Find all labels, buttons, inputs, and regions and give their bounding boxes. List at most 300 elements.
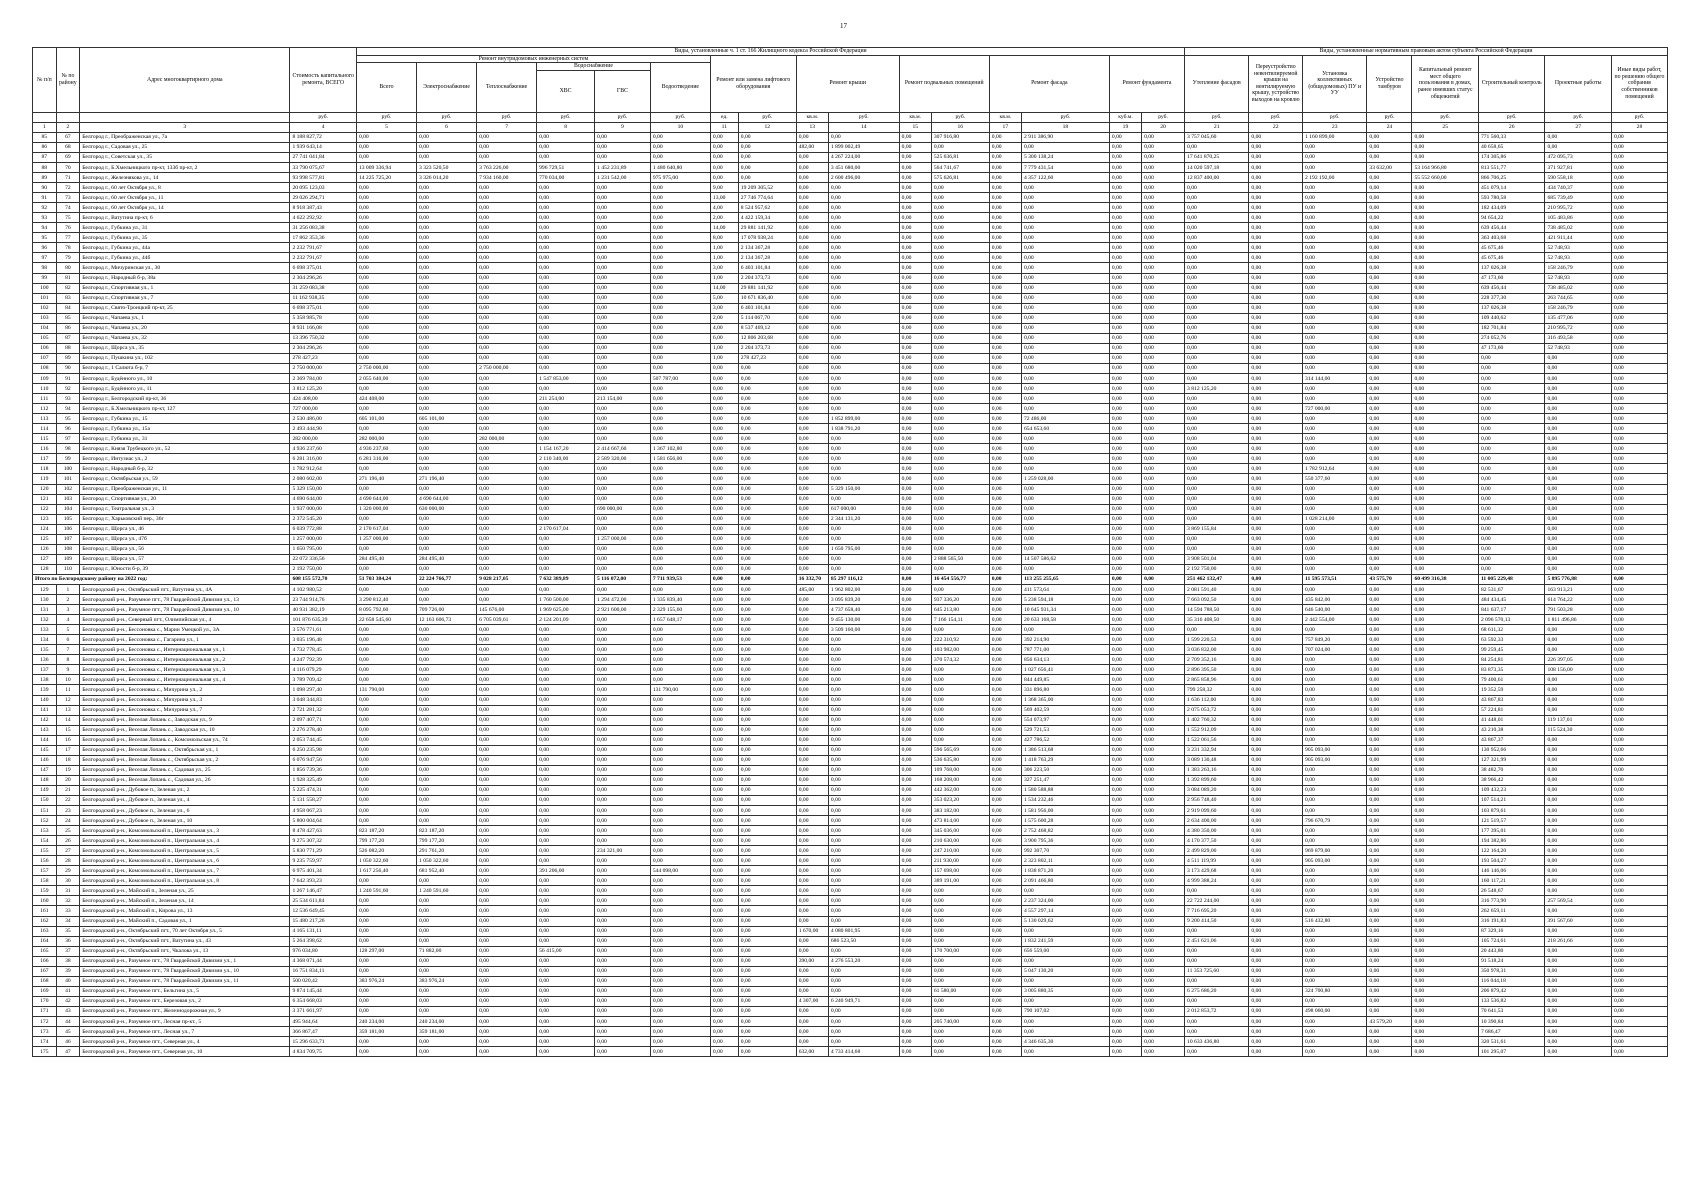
- table-row: [33, 273, 1668, 283]
- total-cost-value: 2 369 784,00: [290, 374, 357, 384]
- work-value: 0,00: [356, 424, 416, 434]
- work-value: 0,00: [1611, 404, 1667, 414]
- total-cost-value: 1 856 739,36: [290, 765, 357, 775]
- work-value: 0,00: [738, 595, 796, 605]
- table-row: [33, 735, 1668, 745]
- work-value: 0,00: [828, 132, 899, 142]
- work-value: 0,00: [650, 263, 710, 273]
- work-value: 0,00: [1109, 936, 1141, 946]
- work-value: 0,00: [1249, 333, 1303, 343]
- work-value: 0,00: [356, 785, 416, 795]
- work-value: 0,00: [1611, 152, 1667, 162]
- work-value: 0,00: [650, 745, 710, 755]
- work-value: 0,00: [477, 394, 537, 404]
- work-value: 0,00: [1611, 313, 1667, 323]
- work-value: 16 332,70: [796, 574, 828, 584]
- work-value: 681 952,40: [417, 866, 477, 876]
- work-value: 0,00: [710, 635, 738, 645]
- work-value: 0,00: [1545, 504, 1612, 514]
- work-value: 0,00: [899, 846, 931, 856]
- house-address: Белгородский р-н., Северный пгт., Олимпийская ул., 4: [80, 615, 290, 625]
- work-value: 0,00: [1303, 534, 1367, 544]
- house-address: Белгород г., Спортивная ул., 20: [80, 494, 290, 504]
- table-row: [33, 826, 1668, 836]
- work-value: 3 326 014,20: [417, 173, 477, 183]
- work-value: 0,00: [989, 514, 1021, 524]
- row-number: 150: [33, 795, 57, 805]
- work-value: 0,00: [417, 313, 477, 323]
- row-number: 115: [33, 434, 57, 444]
- work-value: 0,00: [537, 183, 595, 193]
- total-cost-value: 33 790 075,67: [290, 163, 357, 173]
- work-value: 0,00: [931, 675, 989, 685]
- work-value: 0,00: [899, 956, 931, 966]
- work-value: 282 000,00: [356, 434, 416, 444]
- work-value: 0,00: [595, 424, 651, 434]
- work-value: 0,00: [1021, 142, 1109, 152]
- table-row: [33, 705, 1668, 715]
- work-value: 0,00: [650, 132, 710, 142]
- work-value: 0,00: [1303, 806, 1367, 816]
- house-address: Белгород г., Щорса ул., 56: [80, 544, 290, 554]
- work-value: 0,00: [796, 374, 828, 384]
- work-value: 0,00: [537, 223, 595, 233]
- work-value: 0,00: [710, 424, 738, 434]
- work-value: 0,00: [1412, 675, 1479, 685]
- work-value: 0,00: [899, 986, 931, 996]
- work-value: 0,00: [1021, 223, 1109, 233]
- district-number: 85: [56, 313, 80, 323]
- column-index-cell: 19: [1109, 122, 1141, 132]
- work-value: 866 706,25: [1478, 173, 1545, 183]
- work-value: 0,00: [1412, 384, 1479, 394]
- work-value: 0,00: [417, 404, 477, 414]
- work-value: 0,00: [1249, 193, 1303, 203]
- table-row: [33, 524, 1668, 534]
- work-value: 0,00: [1185, 474, 1249, 484]
- work-value: 0,00: [989, 213, 1021, 223]
- row-number: 168: [33, 976, 57, 986]
- work-value: 17 641 870,25: [1185, 152, 1249, 162]
- work-value: 0,00: [828, 795, 899, 805]
- work-value: 0,00: [1109, 524, 1141, 534]
- row-number: 111: [33, 394, 57, 404]
- work-value: 0,00: [477, 846, 537, 856]
- work-value: 0,00: [1545, 866, 1612, 876]
- work-value: 0,00: [477, 675, 537, 685]
- work-value: 0,00: [738, 775, 796, 785]
- work-value: 0,00: [1367, 986, 1412, 996]
- work-value: 0,00: [1109, 394, 1141, 404]
- row-number: 141: [33, 705, 57, 715]
- work-value: 0,00: [1611, 574, 1667, 584]
- district-number: 14: [56, 715, 80, 725]
- work-value: 0,00: [1303, 303, 1367, 313]
- work-value: 617 000,00: [828, 504, 899, 514]
- work-value: 0,00: [356, 635, 416, 645]
- work-value: 0,00: [1367, 313, 1412, 323]
- column-index-cell: 6: [417, 122, 477, 132]
- work-value: 1 575 600,28: [1021, 816, 1109, 826]
- work-value: 0,00: [595, 374, 651, 384]
- work-value: 0,00: [738, 163, 796, 173]
- row-number: 132: [33, 615, 57, 625]
- work-value: 0,00: [1303, 715, 1367, 725]
- work-value: 0,00: [1611, 444, 1667, 454]
- work-value: 0,00: [931, 936, 989, 946]
- work-value: 130 952,66: [1478, 745, 1545, 755]
- total-cost-value: 8 918 387,43: [290, 203, 357, 213]
- district-number: 44: [56, 1017, 80, 1027]
- column-index-cell: 15: [899, 122, 931, 132]
- table-row: [33, 263, 1668, 273]
- work-value: 0,00: [899, 474, 931, 484]
- work-value: 0,00: [738, 434, 796, 444]
- work-value: 0,00: [1367, 705, 1412, 715]
- work-value: 52 748,93: [1545, 273, 1612, 283]
- work-value: 0,00: [595, 655, 651, 665]
- work-value: 0,00: [356, 273, 416, 283]
- work-value: 0,00: [477, 353, 537, 363]
- work-value: 2 888 565,50: [931, 554, 989, 564]
- work-value: 0,00: [1545, 785, 1612, 795]
- house-address: Белгородский р-н., Разумное пгт., Северная ул., 4: [80, 1037, 290, 1047]
- work-value: 0,00: [595, 936, 651, 946]
- work-value: 0,00: [1109, 363, 1141, 373]
- district-number: 73: [56, 193, 80, 203]
- work-value: 0,00: [1109, 243, 1141, 253]
- district-number: 30: [56, 876, 80, 886]
- house-address: Белгород г., Железнякова ул., 14: [80, 173, 290, 183]
- row-number: 102: [33, 303, 57, 313]
- work-value: 799 177,20: [417, 836, 477, 846]
- work-value: 5 238 594,18: [1021, 595, 1109, 605]
- district-number: 4: [56, 615, 80, 625]
- work-value: 0,00: [595, 866, 651, 876]
- work-value: 0,00: [1367, 283, 1412, 293]
- work-value: 109 432,23: [1478, 785, 1545, 795]
- work-value: 133 536,82: [1478, 996, 1545, 1006]
- work-value: 1 657 648,17: [650, 615, 710, 625]
- work-value: 0,00: [417, 906, 477, 916]
- work-value: 0,00: [477, 785, 537, 795]
- work-value: 0,00: [650, 1006, 710, 1016]
- work-value: 0,00: [356, 404, 416, 414]
- work-value: 0,00: [931, 906, 989, 916]
- work-value: 11 353 725,60: [1185, 966, 1249, 976]
- work-value: 0,00: [989, 444, 1021, 454]
- work-value: 0,00: [1412, 896, 1479, 906]
- work-value: 0,00: [1109, 655, 1141, 665]
- row-number: 116: [33, 444, 57, 454]
- district-number: 31: [56, 886, 80, 896]
- row-number: 101: [33, 293, 57, 303]
- row-number: 137: [33, 665, 57, 675]
- column-index-cell: 18: [1021, 122, 1109, 132]
- work-value: 0,00: [1303, 1037, 1367, 1047]
- work-value: 0,00: [931, 404, 989, 414]
- column-index-cell: 17: [989, 122, 1021, 132]
- house-address: Белгород г., Спортивная ул., 1: [80, 283, 290, 293]
- work-value: 0,00: [710, 916, 738, 926]
- work-value: 3 095 839,20: [828, 595, 899, 605]
- work-value: 0,00: [899, 735, 931, 745]
- house-address: Белгородский р-н., Комсомольский п., Центральная ул., 5: [80, 846, 290, 856]
- total-cost-value: 12 536 649,45: [290, 906, 357, 916]
- work-value: 0,00: [931, 1027, 989, 1037]
- work-value: 0,00: [796, 886, 828, 896]
- work-value: 0,00: [1109, 273, 1141, 283]
- work-value: 0,00: [595, 193, 651, 203]
- work-value: 8,00: [710, 233, 738, 243]
- work-value: 1 670,00: [796, 926, 828, 936]
- house-address: Белгородский р-н., Бессоновка с., Интернациональная ул., 2: [80, 655, 290, 665]
- work-value: 0,00: [595, 384, 651, 394]
- work-value: 0,00: [477, 1027, 537, 1037]
- work-value: 0,00: [1545, 735, 1612, 745]
- work-value: 0,00: [828, 293, 899, 303]
- work-value: 0,00: [595, 715, 651, 725]
- work-value: 0,00: [828, 715, 899, 725]
- work-value: 0,00: [477, 132, 537, 142]
- work-value: 0,00: [989, 484, 1021, 494]
- work-value: 0,00: [1142, 454, 1185, 464]
- work-value: 0,00: [1367, 916, 1412, 926]
- capital-repair-register-table: [32, 47, 1668, 1057]
- work-value: 0,00: [931, 363, 989, 373]
- total-cost-value: 1 098 297,40: [290, 685, 357, 695]
- work-value: 0,00: [1142, 886, 1185, 896]
- work-value: 0,00: [1611, 826, 1667, 836]
- work-value: 0,00: [828, 785, 899, 795]
- total-cost-value: 4 834 709,75: [290, 1047, 357, 1057]
- work-value: 0,00: [989, 635, 1021, 645]
- work-value: 0,00: [989, 876, 1021, 886]
- work-value: 0,00: [1478, 484, 1545, 494]
- district-number: 89: [56, 353, 80, 363]
- work-value: 0,00: [796, 514, 828, 524]
- work-value: 0,00: [1249, 464, 1303, 474]
- work-value: 4 346 635,30: [1021, 1037, 1109, 1047]
- work-value: 0,00: [1367, 816, 1412, 826]
- work-value: 0,00: [477, 213, 537, 223]
- work-value: 0,00: [1611, 866, 1667, 876]
- work-value: 0,00: [1367, 645, 1412, 655]
- work-value: 0,00: [537, 404, 595, 414]
- work-value: 0,00: [1611, 263, 1667, 273]
- work-value: 0,00: [899, 313, 931, 323]
- work-value: 0,00: [989, 253, 1021, 263]
- work-value: 0,00: [1109, 253, 1141, 263]
- work-value: 0,00: [1611, 283, 1667, 293]
- work-value: 0,00: [931, 916, 989, 926]
- work-value: 0,00: [1611, 785, 1667, 795]
- work-value: 0,00: [417, 283, 477, 293]
- work-value: 0,00: [1367, 273, 1412, 283]
- work-value: 1 050 322,60: [417, 856, 477, 866]
- row-number: 109: [33, 374, 57, 384]
- work-value: 0,00: [1303, 785, 1367, 795]
- work-value: 0,00: [710, 374, 738, 384]
- work-value: 0,00: [650, 414, 710, 424]
- district-number: 2: [56, 595, 80, 605]
- total-cost-value: 1 928 325,49: [290, 775, 357, 785]
- work-value: 0,00: [796, 966, 828, 976]
- work-value: 0,00: [477, 735, 537, 745]
- district-number: 7: [56, 645, 80, 655]
- work-value: 0,00: [1367, 343, 1412, 353]
- work-value: 0,00: [989, 916, 1021, 926]
- work-value: 0,00: [738, 605, 796, 615]
- work-value: 0,00: [1021, 313, 1109, 323]
- work-value: 550 377,60: [1303, 474, 1367, 484]
- work-value: 1,00: [710, 253, 738, 263]
- col-gvs: ГВС: [595, 70, 651, 112]
- work-value: 0,00: [899, 635, 931, 645]
- work-value: 0,00: [477, 685, 537, 695]
- work-value: 0,00: [1142, 434, 1185, 444]
- work-value: 0,00: [417, 213, 477, 223]
- total-cost-value: 11 162 938,35: [290, 293, 357, 303]
- work-value: 174 305,86: [1478, 152, 1545, 162]
- work-value: 0,00: [1412, 946, 1479, 956]
- work-value: 0,00: [1412, 755, 1479, 765]
- col-number: № п/п: [33, 48, 57, 113]
- work-value: 0,00: [1185, 394, 1249, 404]
- work-value: 0,00: [1545, 625, 1612, 635]
- unit-cell: [33, 112, 57, 122]
- work-value: 0,00: [1185, 454, 1249, 464]
- work-value: 0,00: [1367, 926, 1412, 936]
- work-value: 0,00: [1367, 685, 1412, 695]
- work-value: 0,00: [1249, 564, 1303, 574]
- work-value: 53 164 966,80: [1412, 163, 1479, 173]
- work-value: 791 503,28: [1545, 605, 1612, 615]
- work-value: 146 146,06: [1478, 866, 1545, 876]
- work-value: 0,00: [828, 454, 899, 464]
- row-number: 157: [33, 866, 57, 876]
- house-address: Белгородский р-н., Октябрьский пгт., 70 лет Октября ул., 5: [80, 926, 290, 936]
- work-value: 0,00: [1412, 303, 1479, 313]
- work-value: 0,00: [650, 303, 710, 313]
- work-value: 0,00: [650, 856, 710, 866]
- work-value: 0,00: [1412, 203, 1479, 213]
- work-value: 0,00: [1185, 996, 1249, 1006]
- work-value: 2 192 750,00: [1185, 564, 1249, 574]
- work-value: 0,00: [1109, 876, 1141, 886]
- work-value: 0,00: [1021, 564, 1109, 574]
- work-value: 0,00: [899, 996, 931, 1006]
- district-number: 46: [56, 1037, 80, 1047]
- work-value: 0,00: [931, 514, 989, 524]
- work-value: 0,00: [1611, 1017, 1667, 1027]
- work-value: 0,00: [710, 404, 738, 414]
- work-value: 0,00: [710, 896, 738, 906]
- district-number: 35: [56, 926, 80, 936]
- work-value: 569 402,59: [1021, 705, 1109, 715]
- work-value: 0,00: [1142, 444, 1185, 454]
- work-value: 0,00: [738, 956, 796, 966]
- work-value: 0,00: [1249, 886, 1303, 896]
- work-value: 234 321,00: [595, 846, 651, 856]
- work-value: 0,00: [477, 293, 537, 303]
- work-value: 0,00: [477, 715, 537, 725]
- work-value: 0,00: [1611, 856, 1667, 866]
- work-value: 0,00: [796, 1027, 828, 1037]
- table-row: [33, 183, 1668, 193]
- work-value: 0,00: [1611, 142, 1667, 152]
- work-value: 0,00: [989, 605, 1021, 615]
- work-value: 0,00: [595, 404, 651, 414]
- work-value: 0,00: [828, 474, 899, 484]
- work-value: 0,00: [537, 584, 595, 594]
- work-value: 2 134 367,28: [738, 243, 796, 253]
- work-value: 0,00: [1303, 454, 1367, 464]
- work-value: 0,00: [1367, 253, 1412, 263]
- work-value: 0,00: [1367, 464, 1412, 474]
- work-value: 0,00: [1611, 454, 1667, 464]
- col-drain: Водоотведение: [650, 63, 710, 113]
- work-value: 0,00: [477, 946, 537, 956]
- work-value: 0,00: [738, 414, 796, 424]
- work-value: 0,00: [1142, 574, 1185, 584]
- table-row: [33, 394, 1668, 404]
- work-value: 0,00: [1249, 374, 1303, 384]
- house-address: Белгородский р-н., Комсомольский п., Центральная ул., 8: [80, 876, 290, 886]
- work-value: 0,00: [1611, 936, 1667, 946]
- work-value: 1 636 112,00: [1185, 695, 1249, 705]
- work-value: 0,00: [650, 916, 710, 926]
- work-value: 0,00: [1611, 564, 1667, 574]
- work-value: 0,00: [1412, 243, 1479, 253]
- work-value: 0,00: [650, 906, 710, 916]
- work-value: 0,00: [989, 363, 1021, 373]
- work-value: 20 443,80: [1478, 946, 1545, 956]
- work-value: 101 295,07: [1478, 1047, 1545, 1057]
- work-value: 0,00: [710, 906, 738, 916]
- work-value: 1,00: [710, 243, 738, 253]
- work-value: 0,00: [796, 333, 828, 343]
- work-value: 0,00: [1367, 363, 1412, 373]
- work-value: 427 786,52: [1021, 735, 1109, 745]
- work-value: 12 163 606,73: [417, 615, 477, 625]
- work-value: 0,00: [595, 333, 651, 343]
- work-value: 0,00: [1249, 635, 1303, 645]
- row-number: 140: [33, 695, 57, 705]
- work-value: 0,00: [1412, 414, 1479, 424]
- work-value: 2 865 858,96: [1185, 675, 1249, 685]
- work-value: 0,00: [828, 886, 899, 896]
- work-value: 0,00: [828, 836, 899, 846]
- col-facade: Ремонт фасада: [989, 55, 1109, 112]
- work-value: 0,00: [356, 735, 416, 745]
- work-value: 0,00: [417, 183, 477, 193]
- work-value: 0,00: [1021, 464, 1109, 474]
- work-value: 2 752 468,82: [1021, 826, 1109, 836]
- work-value: 1 852 899,00: [828, 414, 899, 424]
- row-number: 93: [33, 213, 57, 223]
- work-value: 0,00: [989, 293, 1021, 303]
- work-value: 0,00: [796, 605, 828, 615]
- district-number: 76: [56, 223, 80, 233]
- work-value: 2 170 617,04: [537, 524, 595, 534]
- work-value: 0,00: [1142, 996, 1185, 1006]
- work-value: 0,00: [828, 384, 899, 394]
- work-value: 0,00: [1303, 142, 1367, 152]
- work-value: 0,00: [1109, 946, 1141, 956]
- work-value: 0,00: [1185, 333, 1249, 343]
- work-value: 799 177,20: [356, 836, 416, 846]
